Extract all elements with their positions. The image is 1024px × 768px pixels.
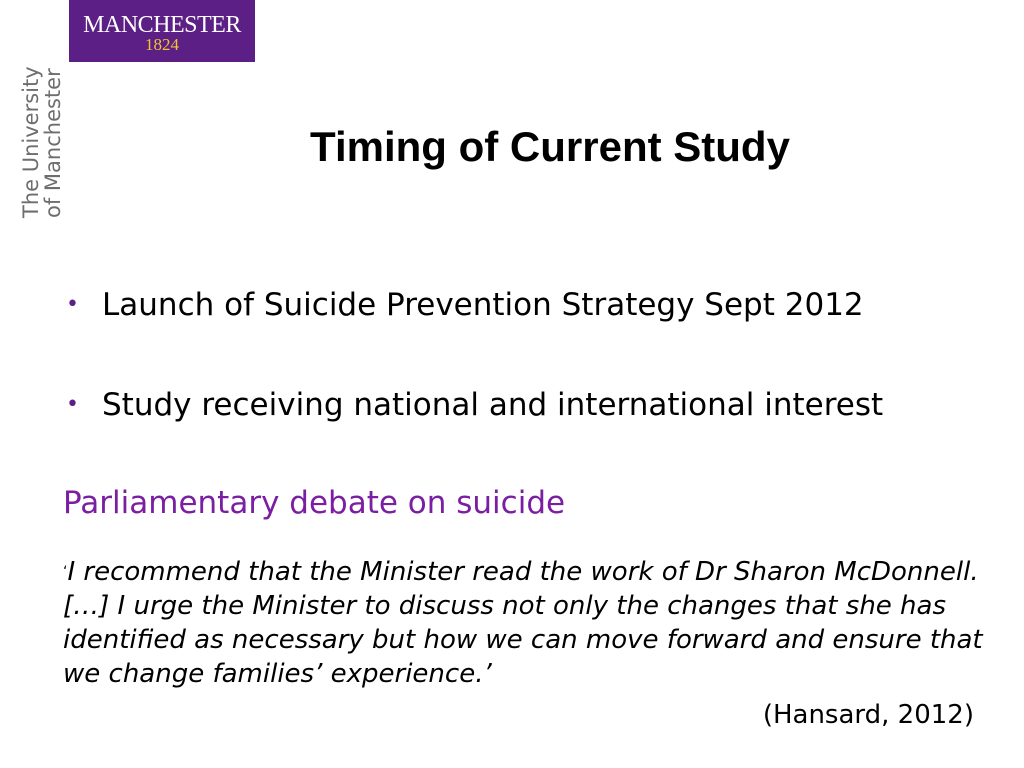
bullet-item xyxy=(64,281,883,329)
wordmark-line-2: of Manchester xyxy=(41,68,65,218)
bullet-text: Launch of Suicide Prevention Strategy Sept 2012 xyxy=(102,287,864,323)
bullet-dot-icon: • xyxy=(66,292,79,317)
wordmark-line-1: The University xyxy=(19,66,43,218)
bullet-dot-icon: • xyxy=(66,392,79,417)
slide-title: Timing of Current Study xyxy=(310,123,790,170)
university-wordmark xyxy=(20,63,70,218)
bullet-list xyxy=(64,281,883,481)
subheading: Parliamentary debate on suicide xyxy=(63,485,566,521)
quote-open-mark: ‘ xyxy=(63,564,68,580)
quote xyxy=(63,555,1003,691)
quote-text: I recommend that the Minister read the work of Dr Sharon McDonnell. […] I urge the Minister to discuss not only the changes that she has identified as necessary but how we can move forward and ensure that we change families’ experience.’ xyxy=(63,557,983,689)
bullet-item xyxy=(64,381,883,429)
logo-year: 1824 xyxy=(145,35,179,54)
bullet-text: Study receiving national and international interest xyxy=(102,387,884,423)
logo-name: MANCHESTER xyxy=(83,12,241,38)
manchester-logo xyxy=(69,0,255,62)
citation: (Hansard, 2012) xyxy=(762,700,974,730)
